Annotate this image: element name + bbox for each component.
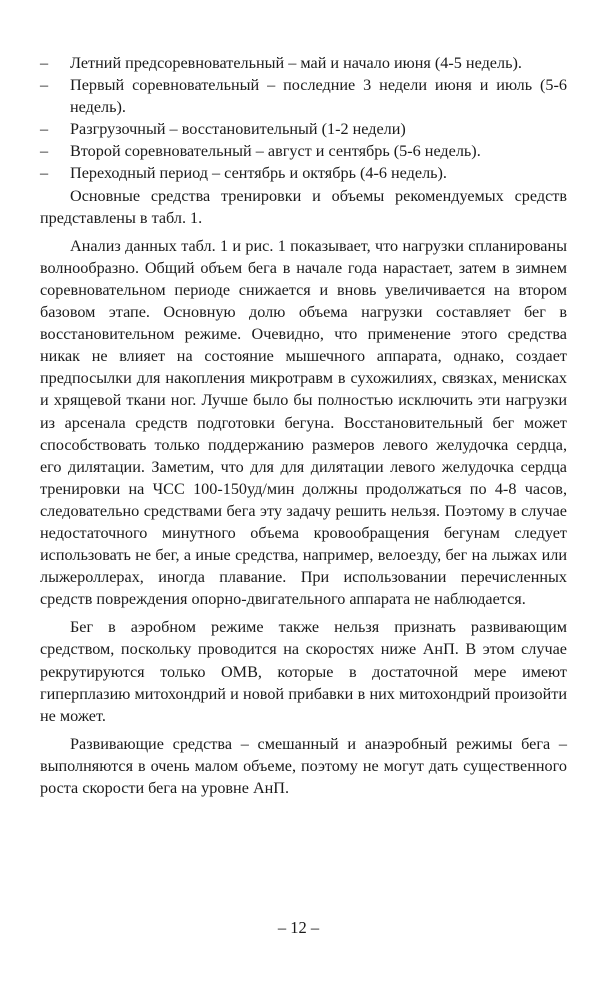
list-item <box>40 140 567 162</box>
list-item-text: Летний предсоревновательный – май и начало июня (4-5 недель). <box>70 54 522 72</box>
list-dash: – <box>40 76 49 95</box>
paragraph-training-means: Основные средства тренировки и объемы рекомендуемых средств представлены в табл. 1. <box>40 186 567 227</box>
paragraph-aerobic-running: Бег в аэробном режиме также нельзя признать развивающим средством, поскольку проводится на скоростях ниже АнП. В этом случае рекрутируются только ОМВ, которые в достаточной мере имеют гиперплазию митохондрий и новой прибавки в них митохондрий произойти не может. <box>40 618 567 725</box>
list-item-text: Второй соревновательный – август и сентябрь (5-6 недель). <box>70 142 481 161</box>
paragraph-analysis: Анализ данных табл. 1 и рис. 1 показывает, что нагрузки спланированы волнообразно. Общий объем бега в начале года нарастает, затем в зимнем соревновательном периоде снижается и вновь увеличивается на втором базовом этапе. Основную долю объема нагрузки составляет бег в восстановительном режиме. Очевидно, что применение этого средства никак не влияет на состояние мышечного аппарата, однако, создает предпосылки для накопления микротравм в сухожилиях, связках, менисках и хрящевой ткани ног. Лучше было бы полностью исключить эти нагрузки из арсенала средств подготовки бегуна. Восстановительный бег может способствовать только поддержанию размеров левого желудочка сердца, его дилятации. Заметим, что для для дилятации левого желудочка сердца тренировки на ЧСС 100-150уд/мин должны продолжаться по 4-8 часов, следовательно средствами бега эту задачу решить нельзя. Поэтому в случае недостаточного минутного объема кровообращения бегунам следует использовать не бег, а иные средства, например, велоезду, бег на лыжах или лыжероллерах, иногда плавание. При использовании перечисленных средств повреждения опорно-двигательного аппарата не наблюдается. <box>40 236 567 609</box>
list-item <box>40 74 567 118</box>
list-item <box>40 162 567 184</box>
list-dash: – <box>40 142 49 161</box>
list-dash: – <box>40 54 49 72</box>
page-body <box>40 52 567 799</box>
period-list <box>40 52 567 185</box>
list-dash: – <box>40 120 49 139</box>
paragraph-developing-means: Развивающие средства – смешанный и анаэробный режимы бега – выполняются в очень малом объеме, поэтому не могут дать существенного роста скорости бега на уровне АнП. <box>40 734 567 797</box>
list-dash: – <box>40 164 49 183</box>
list-item <box>40 118 567 140</box>
list-item-text: Разгрузочный – восстановительный (1-2 недели) <box>70 120 406 139</box>
list-item-text: Переходный период – сентябрь и октябрь (4-6 недель). <box>70 164 447 183</box>
list-item <box>40 52 567 74</box>
page-number: – 12 – <box>277 918 320 937</box>
list-item-text: Первый соревновательный – последние 3 недели июня и июль (5-6 недель). <box>70 76 567 117</box>
